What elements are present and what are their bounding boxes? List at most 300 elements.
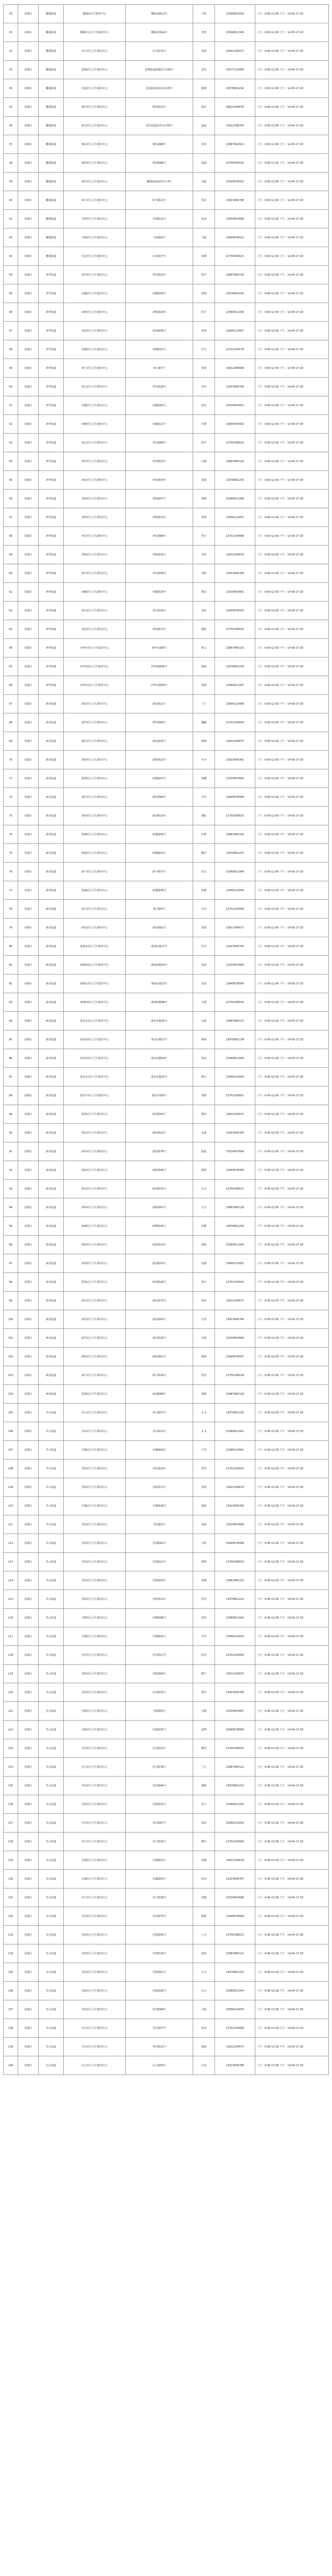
cell-phone: 13701234569 — [215, 713, 255, 732]
cell-contact: 汪洋 — [193, 900, 215, 919]
cell-phone: 13978901233 — [215, 1963, 255, 1982]
cell-district: 花城区 — [18, 527, 39, 546]
cell-phone: 13690123467 — [215, 322, 255, 340]
table-row — [4, 1366, 329, 1385]
cell-town: 西华街道 — [39, 564, 64, 583]
cell-district: 花城区 — [18, 1739, 39, 1758]
cell-district: 花城区 — [18, 769, 39, 788]
cell-town: 穗城街道 — [39, 61, 64, 79]
table-row — [4, 1292, 329, 1310]
cell-phone: 13645678906 — [215, 1161, 255, 1180]
table-body — [4, 5, 329, 2075]
cell-address: 青林路50号 — [126, 1571, 193, 1590]
cell-district: 花城区 — [18, 173, 39, 191]
cell-hours: 上午：8:00-12:00 下午：14:00-17:30 — [255, 42, 329, 61]
cell-phone: 15902196317 — [215, 42, 255, 61]
cell-contact: 邓超 — [193, 471, 215, 490]
cell-hours: 上午：8:00-12:00 下午：14:00-17:30 — [255, 2056, 329, 2075]
cell-contact: 蔡丽 — [193, 657, 215, 676]
cell-town: 新安街道 — [39, 863, 64, 881]
table-row — [4, 546, 329, 564]
cell-town: 青云街道 — [39, 2019, 64, 2038]
cell-town: 西华街道 — [39, 284, 64, 303]
cell-address: 新湖路56号 — [126, 825, 193, 844]
table-row — [4, 1721, 329, 1739]
cell-hours: 上午：8:00-12:00 下午：14:00-17:30 — [255, 1031, 329, 1049]
cell-contact: 冯刚 — [193, 452, 215, 471]
cell-phone: 13812345676 — [215, 1851, 255, 1870]
cell-hours: 上午：8:00-12:00 下午：14:00-17:30 — [255, 1068, 329, 1086]
cell-address: 青田路5号 — [126, 1515, 193, 1534]
cell-no: 70 — [4, 751, 18, 769]
cell-contact: 鲁豫 — [193, 1851, 215, 1870]
cell-no: 42 — [4, 228, 18, 247]
cell-hours: 上午：8:00-12:00 下午：14:00-17:30 — [255, 98, 329, 117]
cell-contact: 范冰 — [193, 975, 215, 993]
cell-no: 76 — [4, 863, 18, 881]
table-row — [4, 1086, 329, 1105]
cell-phone: 13577123456 — [215, 61, 255, 79]
cell-no: 86 — [4, 1049, 18, 1068]
cell-hours: 上午：8:00-12:00 下午：14:00-17:30 — [255, 1310, 329, 1329]
cell-name: 新安中社区卫生服务中心 — [64, 1086, 126, 1105]
cell-hours: 上午：8:00-12:00 下午：14:00-17:30 — [255, 135, 329, 154]
cell-address: 新华路60号 — [126, 713, 193, 732]
cell-name: 新湖社区卫生服务中心 — [64, 825, 126, 844]
cell-town: 西华街道 — [39, 546, 64, 564]
table-row — [4, 508, 329, 527]
cell-hours: 上午：8:00-12:00 下午：14:00-17:30 — [255, 863, 329, 881]
cell-hours: 上午：8:00-12:00 下午：14:00-17:30 — [255, 1851, 329, 1870]
table-row — [4, 154, 329, 173]
cell-town: 青云街道 — [39, 1907, 64, 1926]
cell-no: 112 — [4, 1534, 18, 1553]
cell-no: 66 — [4, 676, 18, 695]
cell-hours: 上午：8:00-12:00 下午：14:00-17:30 — [255, 713, 329, 732]
cell-district: 花城区 — [18, 1478, 39, 1497]
cell-name: 锦华社区卫生服务中心 — [64, 98, 126, 117]
cell-no: 77 — [4, 881, 18, 900]
cell-hours: 上午：8:00-12:00 下午：14:00-17:30 — [255, 1497, 329, 1515]
cell-phone: 13690123458 — [215, 695, 255, 713]
cell-hours: 上午：8:00-12:00 下午：14:00-17:30 — [255, 117, 329, 135]
cell-address: 新城街道新城社区108号 — [126, 61, 193, 79]
cell-district: 花城区 — [18, 564, 39, 583]
cell-district: 花城区 — [18, 135, 39, 154]
cell-district: 花城区 — [18, 1795, 39, 1814]
cell-phone: 13867890125 — [215, 639, 255, 657]
cell-district: 花城区 — [18, 434, 39, 452]
cell-town: 穗城街道 — [39, 210, 64, 228]
cell-contact: 乔丹 — [193, 1627, 215, 1646]
table-row — [4, 1385, 329, 1404]
cell-district: 花城区 — [18, 1497, 39, 1515]
cell-name: 青屋社区卫生服务中心 — [64, 1963, 126, 1982]
table-row — [4, 937, 329, 956]
cell-contact: 龚雪 — [193, 1683, 215, 1702]
cell-address: 青悦路43号 — [126, 1926, 193, 1944]
cell-town: 穗城街道 — [39, 173, 64, 191]
cell-hours: 上午：8:00-12:00 下午：14:00-17:30 — [255, 583, 329, 602]
cell-phone: 13867890126 — [215, 825, 255, 844]
cell-no: 118 — [4, 1646, 18, 1665]
cell-name: 东方社区卫生服务中心 — [64, 42, 126, 61]
table-row — [4, 751, 329, 769]
cell-name: 城西社区卫生服务中心 — [64, 154, 126, 173]
cell-district: 花城区 — [18, 1366, 39, 1385]
cell-district: 花城区 — [18, 975, 39, 993]
cell-address: 新林路10号 — [126, 1236, 193, 1254]
table-row — [4, 396, 329, 415]
cell-phone: 13690123455 — [215, 2000, 255, 2019]
table-row — [4, 1254, 329, 1273]
cell-contact: 崔健 — [193, 1217, 215, 1236]
cell-contact: 史强 — [193, 1329, 215, 1348]
cell-town: 穗城街道 — [39, 98, 64, 117]
cell-address: 新康路84号 — [126, 1385, 193, 1404]
cell-district: 花城区 — [18, 471, 39, 490]
cell-contact: 肖然 — [193, 546, 215, 564]
cell-no: 64 — [4, 639, 18, 657]
cell-hours: 上午：8:00-12:00 下午：14:00-17:30 — [255, 620, 329, 639]
cell-no: 50 — [4, 378, 18, 396]
cell-contact: 黎明 — [193, 1553, 215, 1571]
cell-district: 花城区 — [18, 1292, 39, 1310]
cell-phone: 13690123457 — [215, 508, 255, 527]
cell-phone: 13534567896 — [215, 1515, 255, 1534]
cell-hours: 上午：8:00-12:00 下午：14:00-17:30 — [255, 602, 329, 620]
cell-no: 101 — [4, 1329, 18, 1348]
cell-hours: 上午：8:00-12:00 下午：14:00-17:30 — [255, 1553, 329, 1571]
cell-town: 新安街道 — [39, 1031, 64, 1049]
cell-address: 新乐路18号 — [126, 1329, 193, 1348]
cell-address: 花园街道花园社区26号 — [126, 79, 193, 98]
cell-hours: 上午：8:00-12:00 下午：14:00-17:30 — [255, 1329, 329, 1348]
cell-contact: 彭博 — [193, 508, 215, 527]
cell-contact: 欧阳 — [193, 1907, 215, 1926]
cell-town: 新安街道 — [39, 1273, 64, 1292]
cell-contact: 李明 — [193, 23, 215, 42]
table-row — [4, 471, 329, 490]
cell-district: 花城区 — [18, 1441, 39, 1459]
cell-name: 阳光社区卫生服务中心 — [64, 117, 126, 135]
cell-phone: 13812345672 — [215, 1105, 255, 1124]
cell-town: 西华街道 — [39, 602, 64, 620]
cell-phone: 13701234578 — [215, 340, 255, 359]
cell-town: 青云街道 — [39, 1515, 64, 1534]
table-row — [4, 1404, 329, 1422]
cell-name: 青光社区卫生服务中心 — [64, 1739, 126, 1758]
cell-phone: 13589012342 — [215, 1609, 255, 1627]
cell-hours: 上午：8:00-12:00 下午：14:00-17:30 — [255, 322, 329, 340]
cell-no: 78 — [4, 900, 18, 919]
cell-hours: 上午：8:00-12:00 下午：14:00-17:30 — [255, 1161, 329, 1180]
cell-no: 67 — [4, 695, 18, 713]
cell-town: 穗城街道 — [39, 247, 64, 266]
cell-no: 54 — [4, 452, 18, 471]
cell-address: 西城路52号 — [126, 340, 193, 359]
cell-district: 花城区 — [18, 732, 39, 751]
cell-hours: 上午：8:00-12:00 下午：14:00-17:30 — [255, 1646, 329, 1665]
cell-name: 新田社区卫生服务中心 — [64, 1124, 126, 1142]
cell-contact: 庞博 — [193, 1721, 215, 1739]
cell-hours: 上午：8:00-12:00 下午：14:00-17:30 — [255, 1086, 329, 1105]
cell-phone: 13812345675 — [215, 1665, 255, 1683]
cell-no: 91 — [4, 1142, 18, 1161]
cell-phone: 13690123452 — [215, 1441, 255, 1459]
cell-name: 新华社区卫生服务中心 — [64, 713, 126, 732]
cell-phone: 13798765432 — [215, 154, 255, 173]
cell-hours: 上午：8:00-12:00 下午：14:00-17:30 — [255, 1254, 329, 1273]
cell-no: 65 — [4, 657, 18, 676]
cell-town: 西华街道 — [39, 471, 64, 490]
cell-contact: 马超 — [193, 228, 215, 247]
cell-hours: 上午：8:00-12:00 下午：14:00-17:30 — [255, 228, 329, 247]
cell-name: 青安社区卫生服务中心 — [64, 1777, 126, 1795]
cell-hours: 上午：8:00-12:00 下午：14:00-17:30 — [255, 1198, 329, 1217]
table-row — [4, 210, 329, 228]
cell-no: 106 — [4, 1422, 18, 1441]
cell-address: 锦华路23号 — [126, 98, 193, 117]
table-row — [4, 769, 329, 788]
cell-town: 西华街道 — [39, 378, 64, 396]
cell-hours: 上午：8:00-12:00 下午：14:00-17:30 — [255, 359, 329, 378]
cell-hours: 上午：8:00-12:00 下午：14:00-17:30 — [255, 695, 329, 713]
cell-phone: 13690123459 — [215, 881, 255, 900]
cell-name: 新峰社区卫生服务中心 — [64, 1217, 126, 1236]
cell-name: 青兴社区卫生服务中心 — [64, 1758, 126, 1777]
cell-contact: 金鑫 — [193, 1124, 215, 1142]
cell-no: 56 — [4, 490, 18, 508]
cell-hours: 上午：8:00-12:00 下午：14:00-17:30 — [255, 769, 329, 788]
cell-town: 新安街道 — [39, 881, 64, 900]
cell-contact: 熊伟 — [193, 1105, 215, 1124]
cell-district: 花城区 — [18, 1814, 39, 1833]
cell-town: 新安街道 — [39, 1124, 64, 1142]
cell-name: 西城社区卫生服务中心 — [64, 340, 126, 359]
cell-town: 新安街道 — [39, 1329, 64, 1348]
cell-address: 新景路75号 — [126, 1292, 193, 1310]
cell-town: 青云街道 — [39, 1683, 64, 1702]
cell-hours: 上午：8:00-12:00 下午：14:00-17:30 — [255, 919, 329, 937]
cell-hours: 上午：8:00-12:00 下午：14:00-17:30 — [255, 900, 329, 919]
cell-hours: 上午：8:00-12:00 下午：14:00-17:30 — [255, 881, 329, 900]
cell-district: 花城区 — [18, 900, 39, 919]
cell-town: 青云街道 — [39, 1571, 64, 1590]
cell-no: 135 — [4, 1963, 18, 1982]
table-row — [4, 266, 329, 284]
table-row — [4, 1441, 329, 1459]
cell-town: 青云街道 — [39, 1982, 64, 2000]
cell-phone: 13867890129 — [215, 1385, 255, 1404]
cell-no: 96 — [4, 1236, 18, 1254]
cell-contact: 常青 — [193, 1590, 215, 1609]
cell-district: 花城区 — [18, 79, 39, 98]
cell-name: 新平社区卫生服务中心 — [64, 1366, 126, 1385]
cell-district: 花城区 — [18, 228, 39, 247]
cell-no: 113 — [4, 1553, 18, 1571]
cell-contact: 雷鸣 — [193, 1478, 215, 1497]
cell-district: 花城区 — [18, 1180, 39, 1198]
cell-address: 新街路46号 — [126, 1161, 193, 1180]
cell-name: 花园社区卫生服务中心 — [64, 79, 126, 98]
table-row — [4, 1982, 329, 2000]
table-row — [4, 993, 329, 1012]
cell-district: 花城区 — [18, 1721, 39, 1739]
cell-town: 青云街道 — [39, 1459, 64, 1478]
cell-town: 新安街道 — [39, 1366, 64, 1385]
cell-town: 青云街道 — [39, 1888, 64, 1907]
cell-hours: 上午：8:00-12:00 下午：14:00-17:30 — [255, 1888, 329, 1907]
cell-no: 40 — [4, 191, 18, 210]
cell-no: 103 — [4, 1366, 18, 1385]
table-row — [4, 1571, 329, 1590]
cell-no: 69 — [4, 732, 18, 751]
cell-district: 花城区 — [18, 1683, 39, 1702]
cell-address: 新丰路71号 — [126, 863, 193, 881]
cell-name: 西岸社区卫生服务中心 — [64, 527, 126, 546]
cell-address: 青丰路28号 — [126, 1888, 193, 1907]
cell-no: 131 — [4, 1888, 18, 1907]
cell-hours: 上午：8:00-12:00 下午：14:00-17:30 — [255, 1777, 329, 1795]
table-row — [4, 191, 329, 210]
cell-no: 73 — [4, 807, 18, 825]
cell-town: 青云街道 — [39, 1963, 64, 1982]
cell-address: 青桥路71号 — [126, 1478, 193, 1497]
cell-district: 花城区 — [18, 1851, 39, 1870]
cell-address: 新兴路5号 — [126, 900, 193, 919]
table-row — [4, 863, 329, 881]
cell-no: 140 — [4, 2056, 18, 2075]
cell-address: 新城南路50号 — [126, 956, 193, 975]
cell-address: 西山路84号 — [126, 434, 193, 452]
cell-hours: 上午：8:00-12:00 下午：14:00-17:30 — [255, 1105, 329, 1124]
table-row — [4, 975, 329, 993]
cell-phone: 13756789017 — [215, 1180, 255, 1198]
cell-town: 青云街道 — [39, 1646, 64, 1665]
cell-phone: 13823456789 — [215, 191, 255, 210]
cell-town: 西华街道 — [39, 340, 64, 359]
cell-hours: 上午：8:00-12:00 下午：14:00-17:30 — [255, 284, 329, 303]
cell-address: 新和路61号 — [126, 1348, 193, 1366]
cell-name: 新村社区卫生服务中心 — [64, 788, 126, 807]
cell-name: 新安西社区卫生服务中心 — [64, 1031, 126, 1049]
cell-phone: 13812345677 — [215, 2038, 255, 2056]
cell-no: 85 — [4, 1031, 18, 1049]
cell-town: 新安街道 — [39, 1068, 64, 1086]
cell-town: 青云街道 — [39, 1404, 64, 1422]
cell-district: 花城区 — [18, 2038, 39, 2056]
cell-name: 西桥社区卫生服务中心 — [64, 546, 126, 564]
cell-contact: 姜涛 — [193, 956, 215, 975]
cell-no: 35 — [4, 98, 18, 117]
cell-name: 青苑社区卫生服务中心 — [64, 1553, 126, 1571]
cell-phone: 13534567891 — [215, 583, 255, 602]
cell-contact: 夏天 — [193, 863, 215, 881]
cell-district: 花城区 — [18, 788, 39, 807]
table-row — [4, 1422, 329, 1441]
table-row — [4, 1553, 329, 1571]
cell-district: 花城区 — [18, 956, 39, 975]
cell-town: 新安街道 — [39, 1012, 64, 1031]
cell-phone: 13923456782 — [215, 937, 255, 956]
cell-district: 花城区 — [18, 61, 39, 79]
table-row — [4, 1683, 329, 1702]
cell-town: 穗城街道 — [39, 228, 64, 247]
cell-name: 青园社区卫生服务中心 — [64, 1534, 126, 1553]
cell-district: 花城区 — [18, 1348, 39, 1366]
cell-no: 95 — [4, 1217, 18, 1236]
cell-district: 花城区 — [18, 1217, 39, 1236]
cell-name: 青乐社区卫生服务中心 — [64, 1814, 126, 1833]
cell-phone: 13867890128 — [215, 1198, 255, 1217]
cell-phone: 13756789023 — [215, 247, 255, 266]
table-row — [4, 1012, 329, 1031]
cell-no: 121 — [4, 1702, 18, 1721]
table-row — [4, 1105, 329, 1124]
cell-name: 西岭社区卫生服务中心 — [64, 303, 126, 322]
cell-district: 花城区 — [18, 23, 39, 42]
cell-name: 城东社区卫生服务中心 — [64, 135, 126, 154]
table-row — [4, 1777, 329, 1795]
cell-no: 47 — [4, 322, 18, 340]
cell-district: 花城区 — [18, 1553, 39, 1571]
cell-town: 新安街道 — [39, 1180, 64, 1198]
table-row — [4, 1758, 329, 1777]
cell-district: 花城区 — [18, 676, 39, 695]
cell-phone: 13812345674 — [215, 1478, 255, 1497]
cell-name: 西苑社区卫生服务中心 — [64, 322, 126, 340]
table-row — [4, 1702, 329, 1721]
cell-district: 花城区 — [18, 1571, 39, 1590]
cell-name: 青庄社区卫生服务中心 — [64, 2019, 126, 2038]
cell-name: 青岗社区卫生服务中心 — [64, 2000, 126, 2019]
cell-contact: 周强 — [193, 154, 215, 173]
cell-contact: 钱程 — [193, 1497, 215, 1515]
cell-name: 青盛社区卫生服务中心 — [64, 1870, 126, 1888]
cell-contact: 司马 — [193, 1963, 215, 1982]
cell-name: 青溪社区卫生服务中心 — [64, 1497, 126, 1515]
cell-address: 西湖路45号 — [126, 284, 193, 303]
cell-no: 114 — [4, 1571, 18, 1590]
table-row — [4, 676, 329, 695]
cell-contact: 潘阳 — [193, 807, 215, 825]
cell-name: 穗城南卫生服务中心 — [64, 5, 126, 23]
cell-contact: 侯勇 — [193, 1366, 215, 1385]
cell-hours: 上午：8:00-12:00 下午：14:00-17:30 — [255, 1571, 329, 1590]
cell-address: 青安路46号 — [126, 1777, 193, 1795]
cell-town: 新安街道 — [39, 844, 64, 863]
table-row — [4, 1944, 329, 1963]
cell-phone: 13645678908 — [215, 1534, 255, 1553]
cell-phone: 13867890134 — [215, 266, 255, 284]
cell-hours: 上午：8:00-12:00 下午：14:00-17:30 — [255, 1758, 329, 1777]
cell-address: 西桥路33号 — [126, 546, 193, 564]
cell-hours: 上午：8:00-12:00 下午：14:00-17:30 — [255, 751, 329, 769]
cell-name: 西亭社区卫生服务中心 — [64, 564, 126, 583]
cell-name: 西门社区卫生服务中心 — [64, 359, 126, 378]
cell-town: 新安街道 — [39, 1217, 64, 1236]
cell-district: 花城区 — [18, 1329, 39, 1348]
cell-phone: 13701234565 — [215, 1833, 255, 1851]
cell-address: 青溪路38号 — [126, 1497, 193, 1515]
table-row — [4, 1198, 329, 1217]
cell-contact: 公孙 — [193, 2056, 215, 2075]
cell-name: 西园社区卫生服务中心 — [64, 620, 126, 639]
cell-phone: 13534567801 — [215, 396, 255, 415]
cell-contact: 石磊 — [193, 1012, 215, 1031]
cell-hours: 上午：8:00-12:00 下午：14:00-17:30 — [255, 247, 329, 266]
